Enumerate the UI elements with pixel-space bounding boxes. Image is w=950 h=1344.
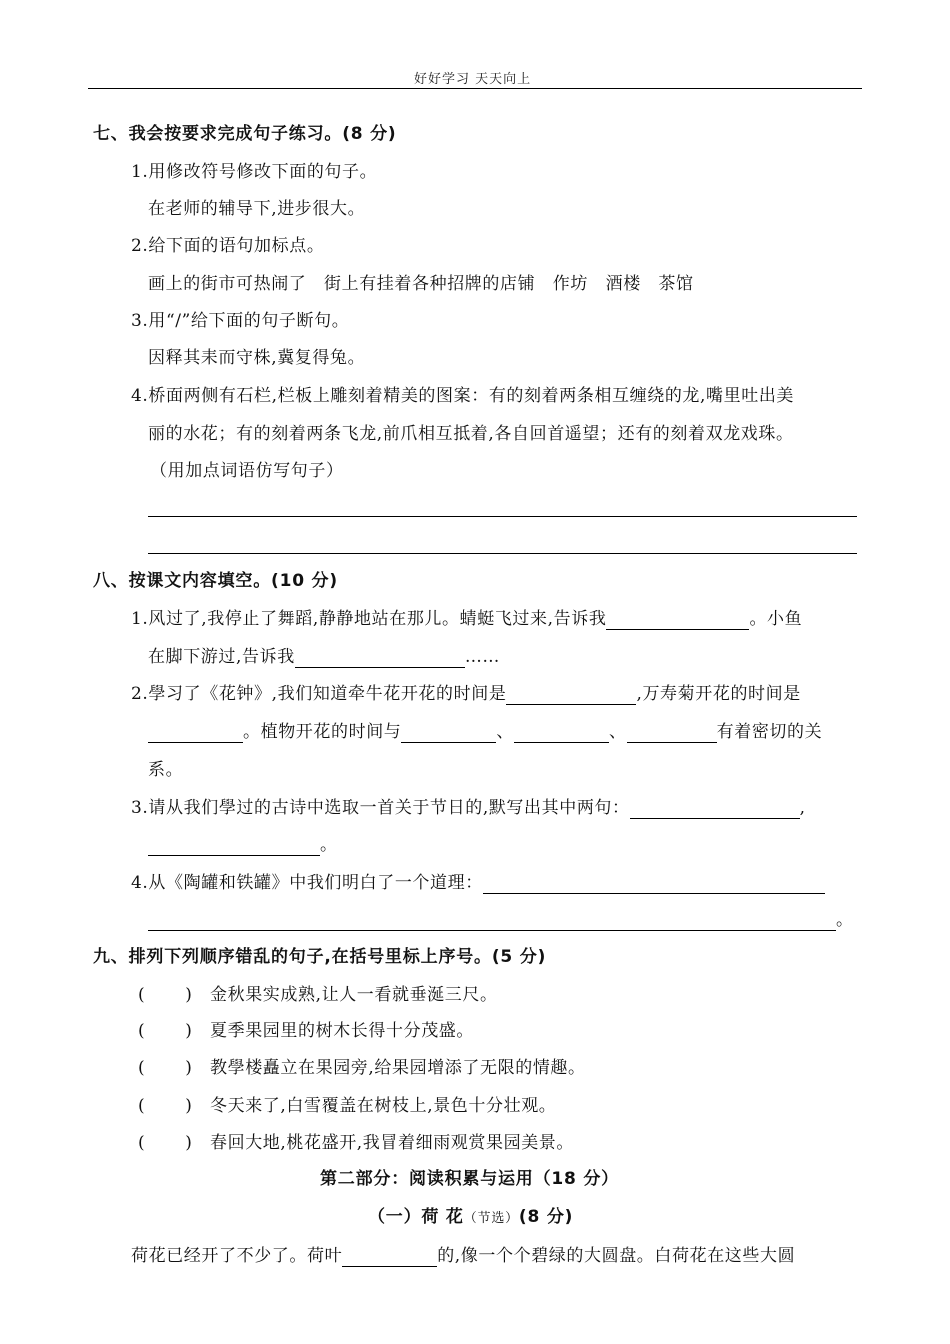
answer-line-2[interactable] (148, 553, 857, 554)
s8-q2-text-e: 、 (609, 722, 627, 742)
fill-blank[interactable] (295, 650, 465, 668)
part-2-title: 第二部分：阅读积累与运用（18 分） (320, 1169, 619, 1189)
s8-q1-text-b: 。小鱼 (749, 609, 803, 629)
s7-q4-line1: 4.桥面两侧有石栏,栏板上雕刻着精美的图案：有的刻着两条相互缠绕的龙,嘴里吐出美 (131, 386, 795, 406)
s9-item-text: 春回大地,桃花盛开,我冒着细雨观赏果园美景。 (210, 1133, 575, 1153)
s8-q4-line1 (131, 872, 825, 894)
section-7-title: 七、我会按要求完成句子练习。(8 分) (93, 124, 397, 144)
s8-q3-text-b: , (799, 798, 806, 818)
s8-q4-text-b: 。 (836, 910, 854, 930)
s8-q2-text-b: ,万寿菊开花的时间是 (636, 684, 801, 704)
s9-item-text: 教學楼矗立在果园旁,给果园增添了无限的情趣。 (210, 1058, 586, 1078)
reading-1-text-b: 的,像一个个碧绿的大圆盘。白荷花在这些大圆 (437, 1246, 796, 1266)
s8-q2-text-c: 。植物开花的时间与 (243, 722, 402, 742)
fill-blank[interactable] (148, 913, 836, 931)
s9-item-text: 金秋果实成熟,让人一看就垂涎三尺。 (210, 985, 498, 1005)
s8-q4-line2 (148, 909, 854, 931)
fill-blank[interactable] (148, 725, 243, 743)
s8-q2-text-d: 、 (496, 722, 515, 742)
s8-q4-text-a: 4.从《陶罐和铁罐》中我们明白了一个道理： (131, 873, 483, 893)
s9-item-text: 夏季果园里的树木长得十分茂盛。 (210, 1021, 474, 1041)
s8-q1-line2 (148, 646, 500, 668)
fill-blank[interactable] (630, 801, 800, 819)
fill-blank[interactable] (627, 725, 717, 743)
s7-q3-text: 因释其耒而守株,冀复得兔。 (148, 348, 366, 368)
header-text: 好好学习 天天向上 (414, 72, 532, 87)
s9-item[interactable]: ( ) 教學楼矗立在果园旁,给果园增添了无限的情趣。 (138, 1058, 586, 1078)
s8-q2-text-a: 2.學习了《花钟》,我们知道牵牛花开花的时间是 (131, 684, 507, 704)
section-8-title: 八、按课文内容填空。(10 分) (93, 571, 338, 591)
fill-blank[interactable] (483, 876, 825, 894)
s9-item[interactable]: ( ) 金秋果实成熟,让人一看就垂涎三尺。 (138, 985, 498, 1005)
s7-q4-hint: （用加点词语仿写句子） (150, 461, 344, 481)
s9-item[interactable]: ( ) 夏季果园里的树木长得十分茂盛。 (138, 1021, 474, 1041)
fill-blank[interactable] (506, 687, 636, 705)
fill-blank[interactable] (401, 725, 496, 743)
fill-blank[interactable] (606, 612, 749, 630)
s8-q2-line1 (131, 683, 801, 705)
s9-item-text: 冬天来了,白雪覆盖在树枝上,景色十分壮观。 (210, 1096, 557, 1116)
s9-item[interactable]: ( ) 冬天来了,白雪覆盖在树枝上,景色十分壮观。 (138, 1096, 557, 1116)
reading-1-title (368, 1206, 573, 1230)
s7-q2-text: 画上的街市可热闹了 街上有挂着各种招牌的店铺 作坊 酒楼 茶馆 (148, 274, 694, 294)
fill-blank[interactable] (514, 725, 609, 743)
section-9-title: 九、排列下列顺序错乱的句子,在括号里标上序号。(5 分) (93, 947, 547, 967)
s8-q3-line1 (131, 797, 806, 819)
fill-blank[interactable] (342, 1249, 437, 1267)
reading-1-paragraph (131, 1245, 795, 1267)
s7-q3: 3.用“/”给下面的句子断句。 (131, 311, 350, 331)
s8-q3-text-c: 。 (320, 835, 338, 855)
fill-blank[interactable] (148, 838, 320, 856)
s7-q1: 1.用修改符号修改下面的句子。 (131, 162, 378, 182)
reading-1-note: （节选） (463, 1211, 519, 1226)
reading-1-name: （一）荷 花 (368, 1207, 464, 1227)
s9-item[interactable]: ( ) 春回大地,桃花盛开,我冒着细雨观赏果园美景。 (138, 1133, 575, 1153)
s7-q2: 2.给下面的语句加标点。 (131, 236, 325, 256)
s7-q4-line2: 丽的水花；有的刻着两条飞龙,前爪相互抵着,各自回首遥望；还有的刻着双龙戏珠。 (148, 424, 794, 444)
s8-q2-line2 (148, 721, 822, 743)
s8-q3-line2 (148, 834, 338, 856)
s8-q1-text-d: …… (464, 647, 501, 667)
s8-q1-text-c: 在脚下游过,告诉我 (148, 647, 295, 667)
answer-line-1[interactable] (148, 516, 857, 517)
header-rule (88, 88, 862, 89)
s8-q1-line1 (131, 608, 802, 630)
s8-q2-line3: 系。 (148, 760, 184, 780)
s8-q2-text-f: 有着密切的关 (716, 722, 823, 742)
reading-1-text-a: 荷花已经开了不少了。荷叶 (131, 1246, 343, 1266)
reading-1-score: (8 分) (518, 1207, 574, 1227)
s8-q1-text-a: 1.风过了,我停止了舞蹈,静静地站在那儿。蜻蜓飞过来,告诉我 (131, 609, 607, 629)
s7-q1-text: 在老师的辅导下,进步很大。 (148, 199, 366, 219)
s8-q3-text-a: 3.请从我们學过的古诗中选取一首关于节日的,默写出其中两句： (131, 798, 630, 818)
